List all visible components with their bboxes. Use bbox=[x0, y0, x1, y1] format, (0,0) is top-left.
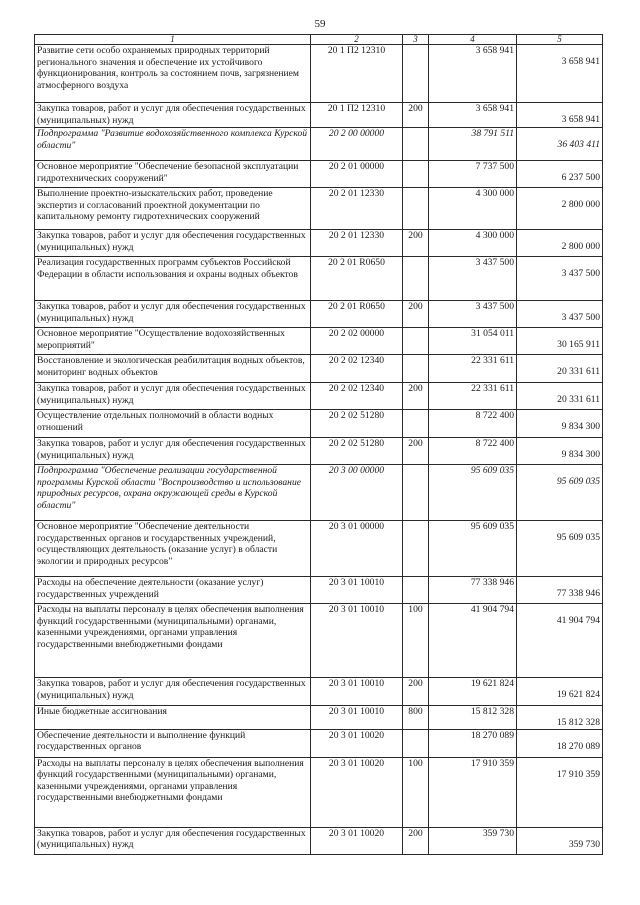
row-name-cell: Подпрограмма "Развитие водохозяйственного комплекса Курской области" bbox=[35, 128, 311, 161]
row-name-cell: Развитие сети особо охраняемых природных территорий регионального значения и обеспечение их устойчивого функционирования, контроль за состоянием почв, загрязнением атмосферного воздуха bbox=[35, 45, 311, 103]
expense-type-cell bbox=[403, 188, 429, 230]
amount-year2-cell bbox=[517, 706, 603, 730]
target-code-cell: 20 1 П2 12310 bbox=[311, 103, 403, 128]
amount-year2-cell-value: 19 621 824 bbox=[556, 689, 600, 700]
amount-year2-cell-value: 95 609 035 bbox=[556, 476, 600, 487]
expense-type-cell bbox=[403, 729, 429, 757]
amount-year1-cell bbox=[429, 301, 517, 328]
row-name-cell: Закупка товаров, работ и услуг для обеспечения государственных (муниципальных) нужд bbox=[35, 230, 311, 257]
target-code-cell: 20 3 01 10010 bbox=[311, 706, 403, 730]
amount-year2-cell bbox=[517, 128, 603, 161]
amount-year1-cell bbox=[429, 128, 517, 161]
amount-year1-cell-value: 95 609 035 bbox=[470, 521, 514, 532]
table-row bbox=[35, 410, 603, 438]
row-name-cell: Обеспечение деятельности и выполнение функций государственных органов bbox=[35, 729, 311, 757]
row-name-cell: Закупка товаров, работ и услуг для обеспечения государственных (муниципальных) нужд bbox=[35, 383, 311, 410]
table-row bbox=[35, 355, 603, 383]
amount-year2-cell bbox=[517, 827, 603, 854]
row-name-cell: Расходы на выплаты персоналу в целях обеспечения выполнения функций государственными (муниципальными) органами, казенными учреждениями, органами управления государственными внебюджетными фондами bbox=[35, 757, 311, 827]
row-name-cell: Выполнение проектно-изыскательских работ, проведение экспертиз и согласований проектной документации по капитальному ремонту гидротехнических сооружений bbox=[35, 188, 311, 230]
row-name-cell: Закупка товаров, работ и услуг для обеспечения государственных (муниципальных) нужд bbox=[35, 678, 311, 706]
amount-year2-cell bbox=[517, 230, 603, 257]
amount-year1-cell bbox=[429, 383, 517, 410]
expense-type-cell bbox=[403, 328, 429, 355]
row-name-cell: Закупка товаров, работ и услуг для обеспечения государственных (муниципальных) нужд bbox=[35, 301, 311, 328]
amount-year2-cell-value: 3 658 941 bbox=[561, 56, 600, 67]
row-name-cell: Иные бюджетные ассигнования bbox=[35, 706, 311, 730]
amount-year1-cell bbox=[429, 230, 517, 257]
amount-year1-cell-value: 3 658 941 bbox=[475, 103, 514, 114]
table-row bbox=[35, 257, 603, 301]
amount-year2-cell bbox=[517, 45, 603, 103]
target-code-cell: 20 3 01 10020 bbox=[311, 729, 403, 757]
row-name-cell: Расходы на выплаты персоналу в целях обеспечения выполнения функций государственными (муниципальными) органами, казенными учреждениями, органами управления государственными внебюджетными фондами bbox=[35, 604, 311, 678]
amount-year2-cell-value: 20 331 611 bbox=[557, 394, 600, 405]
amount-year2-cell bbox=[517, 604, 603, 678]
amount-year2-cell-value: 3 437 500 bbox=[561, 312, 600, 323]
table-row bbox=[35, 128, 603, 161]
amount-year2-cell bbox=[517, 328, 603, 355]
amount-year2-cell-value: 20 331 611 bbox=[557, 366, 600, 377]
amount-year1-cell bbox=[429, 438, 517, 465]
row-name-cell: Расходы на обеспечение деятельности (оказание услуг) государственных учреждений bbox=[35, 577, 311, 604]
amount-year2-cell bbox=[517, 757, 603, 827]
amount-year2-cell bbox=[517, 521, 603, 577]
expense-type-cell bbox=[403, 410, 429, 438]
amount-year2-cell-value: 6 237 500 bbox=[561, 172, 600, 183]
row-name-cell: Закупка товаров, работ и услуг для обеспечения государственных (муниципальных) нужд bbox=[35, 438, 311, 465]
table-row bbox=[35, 438, 603, 465]
amount-year2-cell-value: 9 834 300 bbox=[561, 449, 600, 460]
amount-year1-cell bbox=[429, 103, 517, 128]
target-code-cell: 20 3 01 00000 bbox=[311, 521, 403, 577]
amount-year1-cell bbox=[429, 465, 517, 521]
amount-year1-cell bbox=[429, 355, 517, 383]
table-row bbox=[35, 383, 603, 410]
amount-year1-cell-value: 38 791 511 bbox=[471, 128, 514, 139]
amount-year2-cell bbox=[517, 729, 603, 757]
amount-year2-cell bbox=[517, 678, 603, 706]
table-row bbox=[35, 465, 603, 521]
row-name-cell: Подпрограмма "Обеспечение реализации государственной программы Курской области "Воспроизводство и использование природных ресурсов, охрана окружающей среды в Курской области" bbox=[35, 465, 311, 521]
amount-year1-cell-value: 7 737 500 bbox=[475, 161, 514, 172]
amount-year2-cell bbox=[517, 355, 603, 383]
target-code-cell: 20 1 П2 12310 bbox=[311, 45, 403, 103]
table-row bbox=[35, 521, 603, 577]
expense-type-cell: 800 bbox=[403, 706, 429, 730]
column-number: 5 bbox=[517, 35, 603, 45]
amount-year1-cell bbox=[429, 188, 517, 230]
amount-year2-cell bbox=[517, 383, 603, 410]
expense-type-cell: 200 bbox=[403, 678, 429, 706]
amount-year2-cell-value: 36 403 411 bbox=[557, 139, 600, 150]
amount-year1-cell-value: 19 621 824 bbox=[470, 678, 514, 689]
amount-year1-cell bbox=[429, 521, 517, 577]
amount-year2-cell-value: 15 812 328 bbox=[556, 717, 600, 728]
column-number: 3 bbox=[403, 35, 429, 45]
amount-year1-cell bbox=[429, 328, 517, 355]
amount-year1-cell-value: 18 270 089 bbox=[470, 729, 514, 741]
table-row bbox=[35, 161, 603, 188]
target-code-cell: 20 2 01 R0650 bbox=[311, 257, 403, 301]
amount-year2-cell-value: 2 800 000 bbox=[561, 241, 600, 252]
page-number: 59 bbox=[314, 18, 326, 30]
table-row bbox=[35, 729, 603, 757]
expense-type-cell bbox=[403, 45, 429, 103]
amount-year1-cell-value: 4 300 000 bbox=[475, 230, 514, 241]
expense-type-cell: 100 bbox=[403, 757, 429, 827]
table-row bbox=[35, 45, 603, 103]
amount-year1-cell bbox=[429, 706, 517, 730]
expense-type-cell bbox=[403, 128, 429, 161]
amount-year2-cell bbox=[517, 577, 603, 604]
target-code-cell: 20 2 02 12340 bbox=[311, 383, 403, 410]
table-row bbox=[35, 328, 603, 355]
expense-type-cell: 200 bbox=[403, 827, 429, 854]
amount-year1-cell bbox=[429, 827, 517, 854]
table-row bbox=[35, 103, 603, 128]
amount-year1-cell-value: 95 609 035 bbox=[470, 465, 514, 476]
table-row bbox=[35, 827, 603, 854]
target-code-cell: 20 3 00 00000 bbox=[311, 465, 403, 521]
table-row bbox=[35, 757, 603, 827]
amount-year2-cell-value: 2 800 000 bbox=[561, 199, 600, 210]
expense-type-cell bbox=[403, 355, 429, 383]
amount-year1-cell-value: 17 910 359 bbox=[470, 757, 514, 769]
amount-year2-cell bbox=[517, 410, 603, 438]
table-row bbox=[35, 577, 603, 604]
amount-year2-cell bbox=[517, 103, 603, 128]
amount-year1-cell-value: 3 658 941 bbox=[475, 45, 514, 56]
amount-year1-cell bbox=[429, 678, 517, 706]
expense-type-cell bbox=[403, 161, 429, 188]
amount-year1-cell bbox=[429, 161, 517, 188]
row-name-cell: Основное мероприятие "Обеспечение безопасной эксплуатации гидротехнических сооружений" bbox=[35, 161, 311, 188]
amount-year2-cell bbox=[517, 161, 603, 188]
amount-year2-cell-value: 77 338 946 bbox=[556, 588, 600, 599]
budget-table bbox=[34, 34, 603, 855]
amount-year2-cell bbox=[517, 257, 603, 301]
row-name-cell: Закупка товаров, работ и услуг для обеспечения государственных (муниципальных) нужд bbox=[35, 103, 311, 128]
row-name-cell: Основное мероприятие "Осуществление водохозяйственных мероприятий" bbox=[35, 328, 311, 355]
target-code-cell: 20 2 02 00000 bbox=[311, 328, 403, 355]
target-code-cell: 20 3 01 10020 bbox=[311, 757, 403, 827]
amount-year2-cell-value: 95 609 035 bbox=[556, 532, 600, 543]
row-name-cell: Основное мероприятие "Обеспечение деятельности государственных органов и государственных учреждений, осуществляющих деятельность (оказание услуг) в области экологии и природных ресурсов" bbox=[35, 521, 311, 577]
amount-year2-cell-value: 3 658 941 bbox=[561, 114, 600, 125]
amount-year1-cell-value: 77 338 946 bbox=[470, 577, 514, 588]
amount-year2-cell bbox=[517, 465, 603, 521]
expense-type-cell: 200 bbox=[403, 301, 429, 328]
amount-year1-cell-value: 22 331 611 bbox=[471, 383, 514, 394]
amount-year2-cell-value: 17 910 359 bbox=[556, 768, 600, 780]
target-code-cell: 20 2 01 R0650 bbox=[311, 301, 403, 328]
column-number-row bbox=[35, 35, 603, 45]
table-row bbox=[35, 678, 603, 706]
expense-type-cell: 200 bbox=[403, 438, 429, 465]
amount-year1-cell bbox=[429, 729, 517, 757]
target-code-cell: 20 3 01 10010 bbox=[311, 577, 403, 604]
amount-year1-cell-value: 8 722 400 bbox=[475, 438, 514, 449]
amount-year2-cell-value: 18 270 089 bbox=[556, 740, 600, 752]
amount-year1-cell bbox=[429, 604, 517, 678]
expense-type-cell bbox=[403, 465, 429, 521]
row-name-cell: Реализация государственных программ субъектов Российской Федерации в области использования и охраны водных объектов bbox=[35, 257, 311, 301]
target-code-cell: 20 2 02 51280 bbox=[311, 410, 403, 438]
target-code-cell: 20 2 02 12340 bbox=[311, 355, 403, 383]
target-code-cell: 20 2 01 00000 bbox=[311, 161, 403, 188]
amount-year2-cell bbox=[517, 188, 603, 230]
target-code-cell: 20 3 01 10010 bbox=[311, 604, 403, 678]
row-name-cell: Закупка товаров, работ и услуг для обеспечения государственных (муниципальных) нужд bbox=[35, 827, 311, 854]
amount-year1-cell-value: 31 054 011 bbox=[471, 328, 514, 339]
expense-type-cell bbox=[403, 257, 429, 301]
target-code-cell: 20 2 01 12330 bbox=[311, 188, 403, 230]
amount-year1-cell-value: 15 812 328 bbox=[470, 706, 514, 717]
table-row bbox=[35, 301, 603, 328]
amount-year1-cell bbox=[429, 257, 517, 301]
amount-year2-cell-value: 359 730 bbox=[568, 838, 600, 850]
table-row bbox=[35, 604, 603, 678]
table-row bbox=[35, 230, 603, 257]
amount-year1-cell bbox=[429, 577, 517, 604]
target-code-cell: 20 3 01 10010 bbox=[311, 678, 403, 706]
amount-year2-cell-value: 3 437 500 bbox=[561, 268, 600, 279]
column-number: 1 bbox=[35, 35, 311, 45]
column-number: 2 bbox=[311, 35, 403, 45]
amount-year2-cell-value: 30 165 911 bbox=[557, 339, 600, 350]
expense-type-cell: 200 bbox=[403, 230, 429, 257]
amount-year1-cell-value: 8 722 400 bbox=[475, 410, 514, 421]
amount-year1-cell bbox=[429, 410, 517, 438]
amount-year1-cell bbox=[429, 45, 517, 103]
row-name-cell: Восстановление и экологическая реабилитация водных объектов, мониторинг водных объектов bbox=[35, 355, 311, 383]
amount-year1-cell-value: 4 300 000 bbox=[475, 188, 514, 199]
amount-year1-cell-value: 359 730 bbox=[482, 827, 514, 839]
table-row bbox=[35, 706, 603, 730]
amount-year1-cell-value: 3 437 500 bbox=[475, 257, 514, 268]
amount-year2-cell bbox=[517, 438, 603, 465]
target-code-cell: 20 2 02 51280 bbox=[311, 438, 403, 465]
column-number: 4 bbox=[429, 35, 517, 45]
target-code-cell: 20 3 01 10020 bbox=[311, 827, 403, 854]
amount-year1-cell-value: 41 904 794 bbox=[470, 604, 514, 615]
expense-type-cell bbox=[403, 577, 429, 604]
expense-type-cell bbox=[403, 521, 429, 577]
table-row bbox=[35, 188, 603, 230]
amount-year1-cell-value: 3 437 500 bbox=[475, 301, 514, 312]
amount-year2-cell-value: 9 834 300 bbox=[561, 421, 600, 432]
amount-year1-cell-value: 22 331 611 bbox=[471, 355, 514, 366]
target-code-cell: 20 2 00 00000 bbox=[311, 128, 403, 161]
expense-type-cell: 100 bbox=[403, 604, 429, 678]
amount-year1-cell bbox=[429, 757, 517, 827]
amount-year2-cell-value: 41 904 794 bbox=[556, 615, 600, 626]
expense-type-cell: 200 bbox=[403, 103, 429, 128]
amount-year2-cell bbox=[517, 301, 603, 328]
target-code-cell: 20 2 01 12330 bbox=[311, 230, 403, 257]
row-name-cell: Осуществление отдельных полномочий в области водных отношений bbox=[35, 410, 311, 438]
expense-type-cell: 200 bbox=[403, 383, 429, 410]
